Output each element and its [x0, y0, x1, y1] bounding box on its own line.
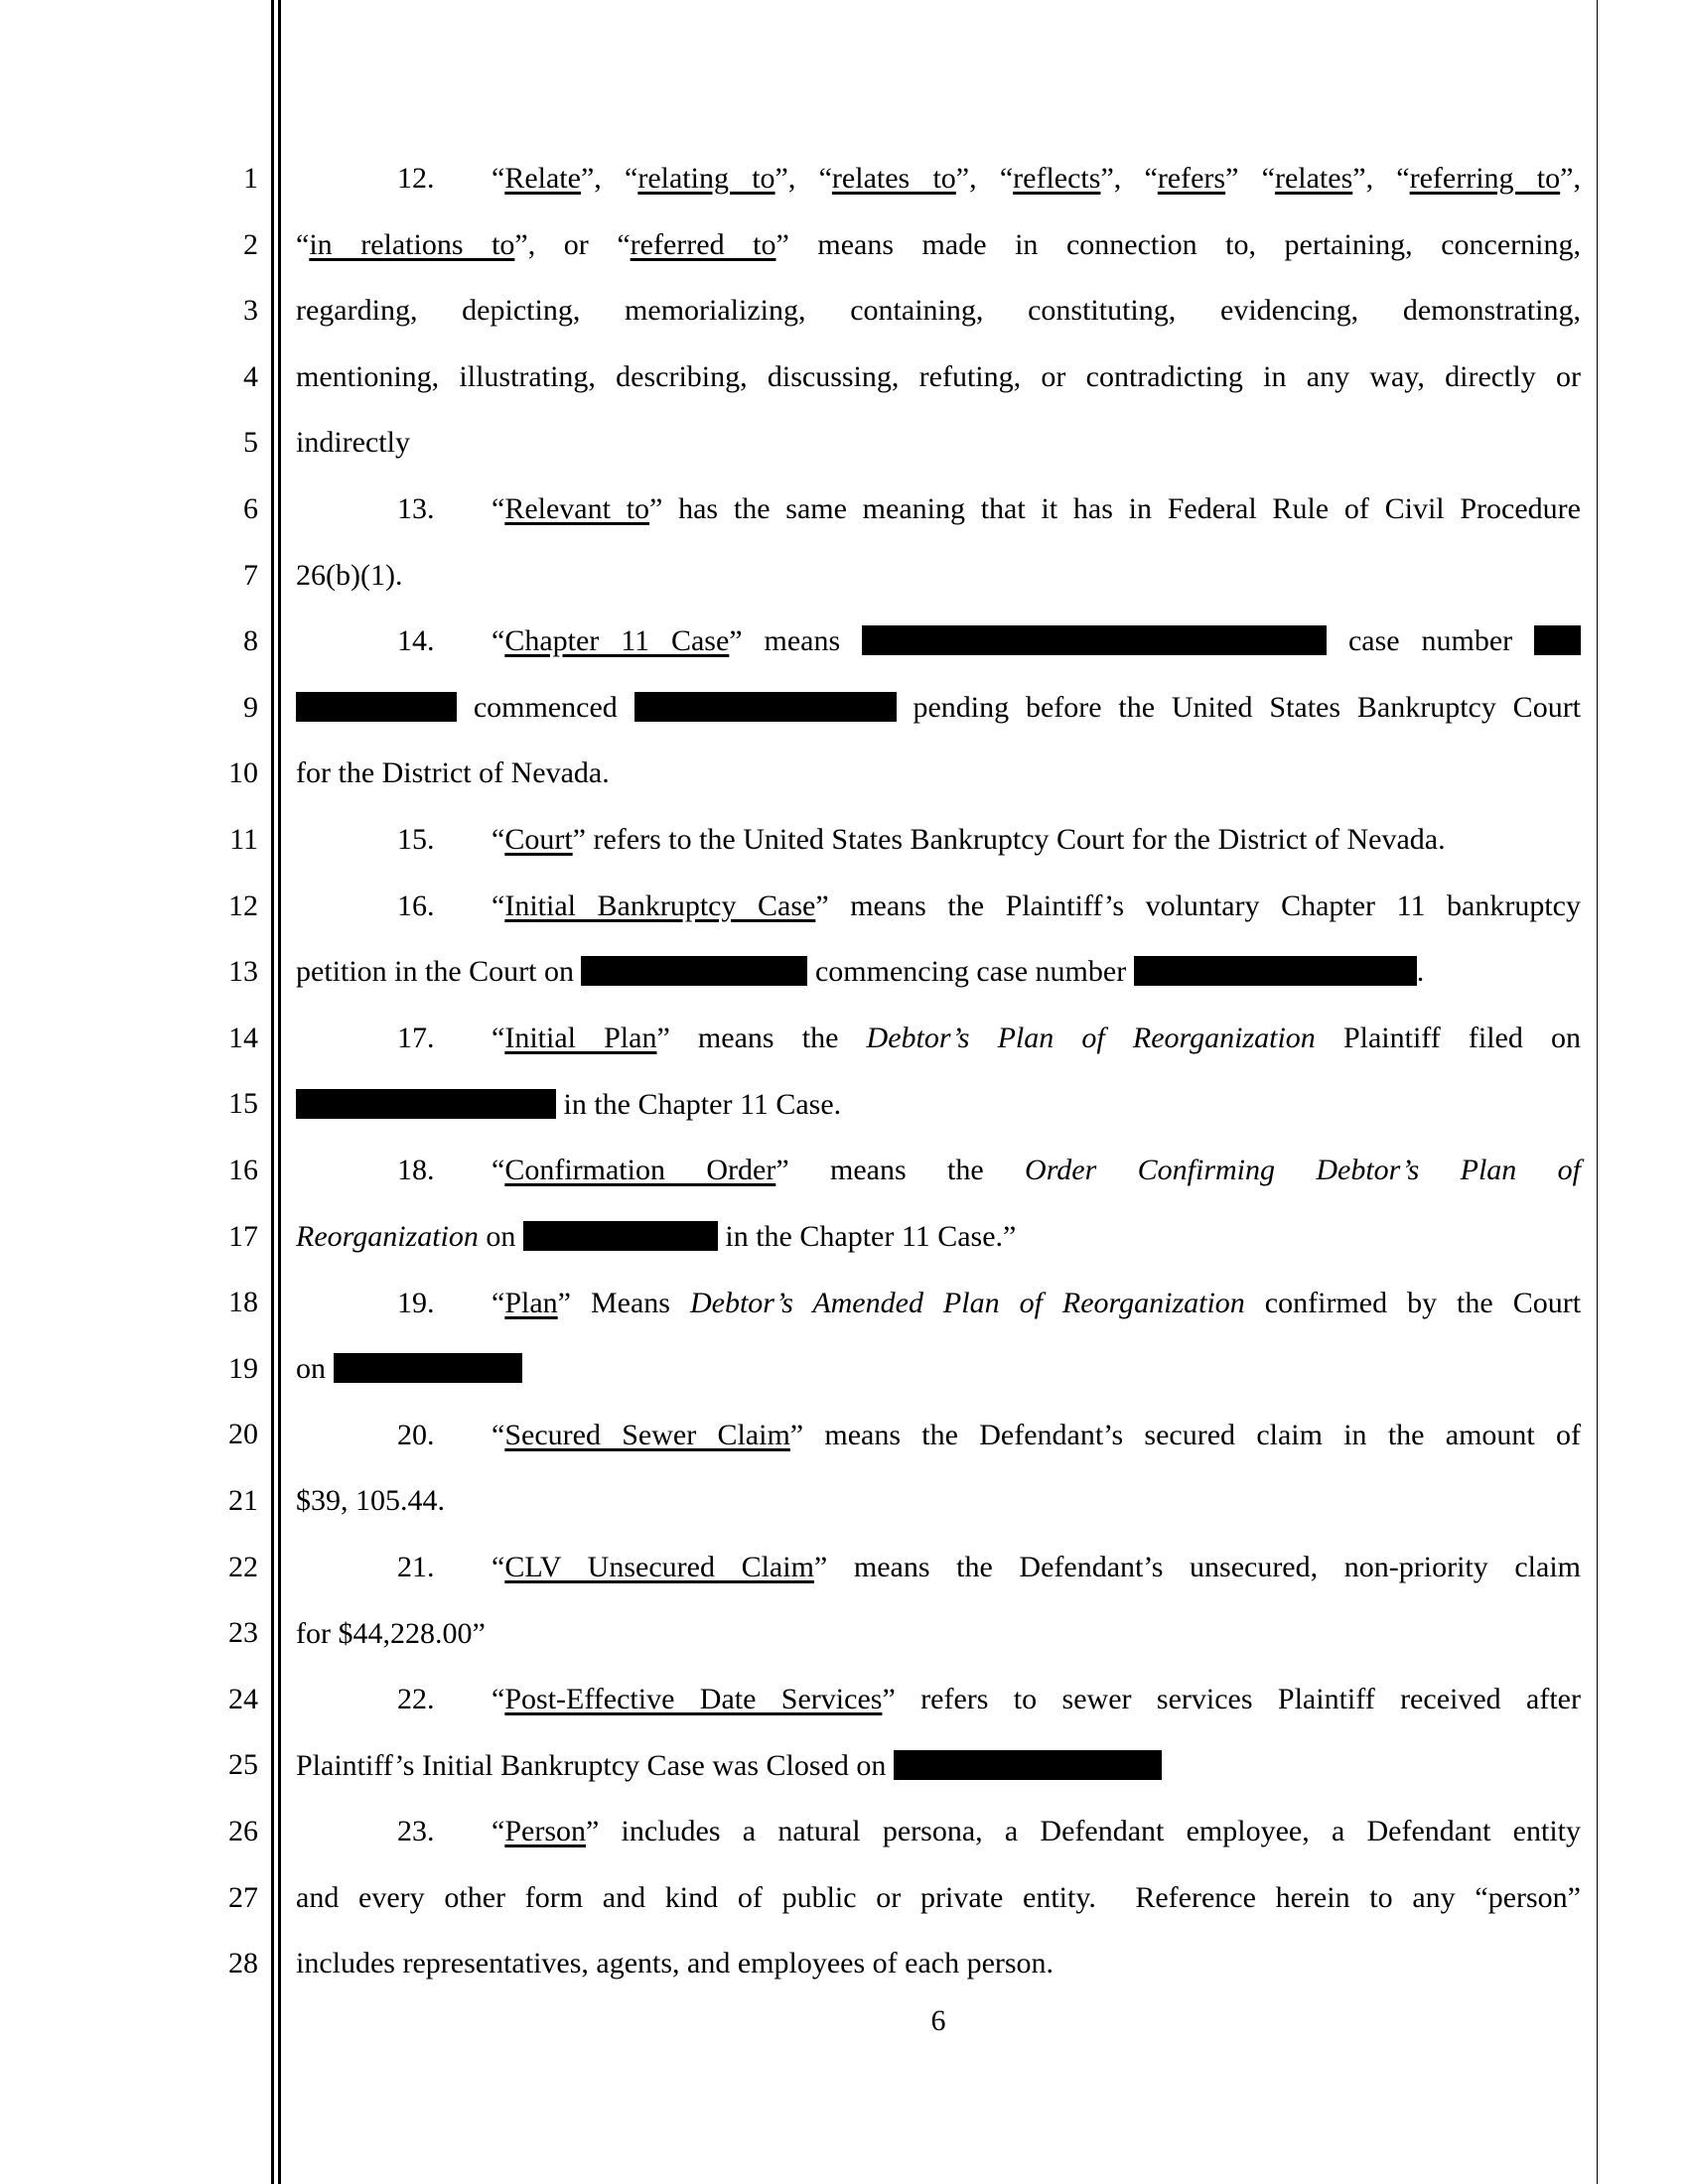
text: ” “ [1225, 162, 1275, 195]
p20-number: 20. [397, 1419, 435, 1451]
line-number: 17 [228, 1219, 258, 1253]
p22-number: 22. [397, 1683, 435, 1715]
p22-line-1 [296, 1679, 1581, 1720]
defined-term: Secured Sewer Claim [504, 1419, 790, 1451]
defined-term: relates to [831, 162, 956, 195]
p18-line-2 [296, 1216, 1581, 1258]
italic-title: Debtor’s Plan of Reorganization [866, 1022, 1316, 1054]
text: ” means the Defendant’s unsecured, non-priority claim [813, 1551, 1582, 1583]
text: “ [492, 889, 505, 922]
line-number: 22 [228, 1550, 258, 1583]
p19-line-1 [296, 1283, 1581, 1324]
defined-term: relating to [637, 162, 775, 195]
redaction-box [296, 1089, 556, 1119]
p23-line-1 [296, 1811, 1581, 1852]
p17-line-2 [296, 1084, 1581, 1126]
text: and every other form and kind of public or private entity. Reference herein to any “person” [296, 1881, 1581, 1914]
text: ” refers to sewer services Plaintiff received after [882, 1683, 1581, 1715]
redaction-box [634, 692, 897, 722]
text: ” includes a natural persona, a Defendant employee, a Defendant entity [586, 1815, 1581, 1847]
text: indirectly [296, 426, 410, 459]
text: mentioning, illustrating, describing, discussing, refuting, or contradicting in any way, directly or [296, 360, 1581, 393]
line-number: 2 [243, 227, 258, 261]
text: Plaintiff’s Initial Bankruptcy Case was Closed on [296, 1749, 887, 1782]
text: ”, “ [1352, 162, 1410, 195]
text: ”, “ [1100, 162, 1158, 195]
p14-number: 14. [397, 624, 435, 657]
p17-number: 17. [397, 1022, 435, 1054]
p23-line-3 [296, 1943, 1581, 1984]
p19-number: 19. [397, 1287, 435, 1319]
defined-term: refers [1157, 162, 1226, 195]
text: in the Chapter 11 Case. [563, 1088, 842, 1121]
italic-title: Order Confirming Debtor’s Plan of [1025, 1154, 1582, 1186]
text: “ [492, 823, 505, 856]
text: includes representatives, agents, and employees of each person. [296, 1947, 1055, 1979]
line-number: 8 [243, 624, 258, 658]
p15-number: 15. [397, 823, 435, 856]
text: ” means the Defendant’s secured claim in the amount of [789, 1419, 1581, 1451]
defined-term: referring to [1409, 162, 1561, 195]
p12-line-3 [296, 290, 1581, 332]
line-number: 21 [228, 1484, 258, 1517]
line-number: 18 [228, 1286, 258, 1319]
text: ”, “ [774, 162, 832, 195]
text: in the Chapter 11 Case.” [725, 1220, 1017, 1253]
p13-number: 13. [397, 492, 435, 525]
text: “ [492, 624, 505, 657]
text: ” means [729, 624, 841, 657]
redaction-box [581, 956, 807, 986]
text: “ [492, 162, 505, 195]
p23-line-2 [296, 1877, 1581, 1919]
line-number: 23 [228, 1616, 258, 1650]
defined-term: Relevant to [504, 492, 650, 525]
page-number: 6 [930, 2004, 946, 2037]
defined-term: Confirmation Order [504, 1154, 776, 1186]
text: case number [1347, 624, 1513, 657]
redaction-box [1534, 625, 1581, 655]
p12-line-5 [296, 422, 1581, 464]
text: “ [492, 1815, 505, 1847]
text: regarding, depicting, memorializing, containing, constituting, evidencing, demonstrating, [296, 294, 1581, 327]
text: ” means made in connection to, pertaining, concerning, [775, 228, 1581, 261]
text: “ [492, 1419, 505, 1451]
p12-line-4 [296, 356, 1581, 398]
margin-rule-right [1597, 0, 1598, 2184]
line-number: 7 [243, 558, 258, 592]
line-number: 1 [243, 162, 258, 195]
text: ” refers to the United States Bankruptcy Court for the District of Nevada. [572, 823, 1446, 856]
defined-term: CLV Unsecured Claim [504, 1551, 814, 1583]
defined-term: in relations to [309, 228, 515, 261]
line-number-column [189, 0, 258, 2035]
p18-number: 18. [397, 1154, 435, 1186]
line-number: 25 [228, 1748, 258, 1782]
line-number: 3 [243, 294, 258, 328]
p19-line-2 [296, 1348, 1581, 1390]
line-number: 19 [228, 1351, 258, 1385]
line-number: 28 [228, 1947, 258, 1980]
defined-term: Initial Plan [504, 1022, 657, 1054]
text: on [296, 1352, 326, 1385]
text: Plaintiff filed on [1342, 1022, 1582, 1054]
text: 26(b)(1). [296, 559, 403, 592]
redaction-box [334, 1353, 522, 1383]
p21-line-2 [296, 1613, 1581, 1655]
text: . [1416, 955, 1425, 988]
text: “ [492, 1022, 505, 1054]
defined-term: Initial Bankruptcy Case [504, 889, 816, 922]
p20-line-2 [296, 1480, 1581, 1522]
text: pending before the United States Bankruptcy Court [913, 691, 1582, 724]
defined-term: Plan [504, 1287, 558, 1319]
line-number: 4 [243, 359, 258, 393]
text: ” means the [656, 1022, 839, 1054]
p20-line-1 [296, 1415, 1581, 1456]
p14-line-3 [296, 752, 1581, 794]
p21-number: 21. [397, 1551, 435, 1583]
p15-line-1 [296, 819, 1581, 861]
p16-line-2 [296, 951, 1581, 993]
margin-rule-left-1 [271, 0, 274, 2184]
text: “ [492, 1683, 505, 1715]
text: ” means the [775, 1154, 984, 1186]
text: “ [492, 492, 505, 525]
text: ” Means [557, 1287, 670, 1319]
text: commencing case number [814, 955, 1127, 988]
p12-line-2 [296, 224, 1581, 266]
p12-number: 12. [397, 162, 435, 195]
defined-term: Person [504, 1815, 586, 1847]
margin-rule-left-2 [278, 0, 281, 2184]
line-number: 20 [228, 1418, 258, 1451]
text: “ [296, 228, 310, 261]
text: “ [492, 1154, 505, 1186]
line-number: 6 [243, 492, 258, 525]
text: “ [492, 1551, 505, 1583]
p22-line-2 [296, 1745, 1581, 1787]
text: for $44,228.00” [296, 1617, 486, 1650]
defined-term: Chapter 11 Case [504, 624, 730, 657]
line-number: 10 [228, 756, 258, 790]
italic-title: Debtor’s Amended Plan of Reorganization [689, 1287, 1245, 1319]
line-number: 5 [243, 426, 258, 460]
p13-line-1 [296, 488, 1581, 530]
text: commenced [473, 691, 618, 724]
text: ”, “ [955, 162, 1014, 195]
defined-term: Post-Effective Date Services [504, 1683, 883, 1715]
text: ”, “ [580, 162, 638, 195]
text: on [486, 1220, 516, 1253]
redaction-box [1134, 956, 1417, 986]
line-number: 9 [243, 690, 258, 724]
line-number: 15 [228, 1087, 258, 1121]
redaction-box [862, 625, 1327, 655]
text: confirmed by the Court [1264, 1287, 1582, 1319]
line-number: 11 [229, 823, 258, 856]
redaction-box [894, 1750, 1162, 1780]
defined-term: Court [504, 823, 573, 856]
line-number: 26 [228, 1815, 258, 1847]
p16-number: 16. [397, 889, 435, 922]
text: “ [492, 1287, 505, 1319]
text: ” has the same meaning that it has in Federal Rule of Civil Procedure [649, 492, 1581, 525]
text: ”, [1560, 162, 1581, 195]
p17-line-1 [296, 1018, 1581, 1059]
text: ” means the Plaintiff’s voluntary Chapter 11 bankruptcy [815, 889, 1581, 922]
p12-line-1 [296, 158, 1581, 200]
defined-term: reflects [1013, 162, 1101, 195]
defined-term: Relate [504, 162, 581, 195]
line-number: 24 [228, 1682, 258, 1715]
text: ”, or “ [514, 228, 631, 261]
line-number: 16 [228, 1154, 258, 1186]
line-number: 13 [228, 955, 258, 989]
line-number: 27 [228, 1880, 258, 1914]
redaction-box [523, 1221, 718, 1251]
document-body [296, 0, 1581, 2085]
text: $39, 105.44. [296, 1484, 445, 1517]
p23-number: 23. [397, 1815, 435, 1847]
p14-line-2 [296, 687, 1581, 729]
p14-line-1 [296, 620, 1581, 662]
p18-line-1 [296, 1150, 1581, 1191]
p21-line-1 [296, 1547, 1581, 1588]
redaction-box [296, 692, 457, 722]
italic-title: Reorganization [296, 1220, 479, 1253]
text: for the District of Nevada. [296, 756, 610, 789]
text: petition in the Court on [296, 955, 574, 988]
p13-line-2 [296, 555, 1581, 597]
line-number: 12 [228, 888, 258, 922]
p16-line-1 [296, 886, 1581, 927]
defined-term: referred to [630, 228, 776, 261]
defined-term: relates [1274, 162, 1353, 195]
line-number: 14 [228, 1021, 258, 1054]
